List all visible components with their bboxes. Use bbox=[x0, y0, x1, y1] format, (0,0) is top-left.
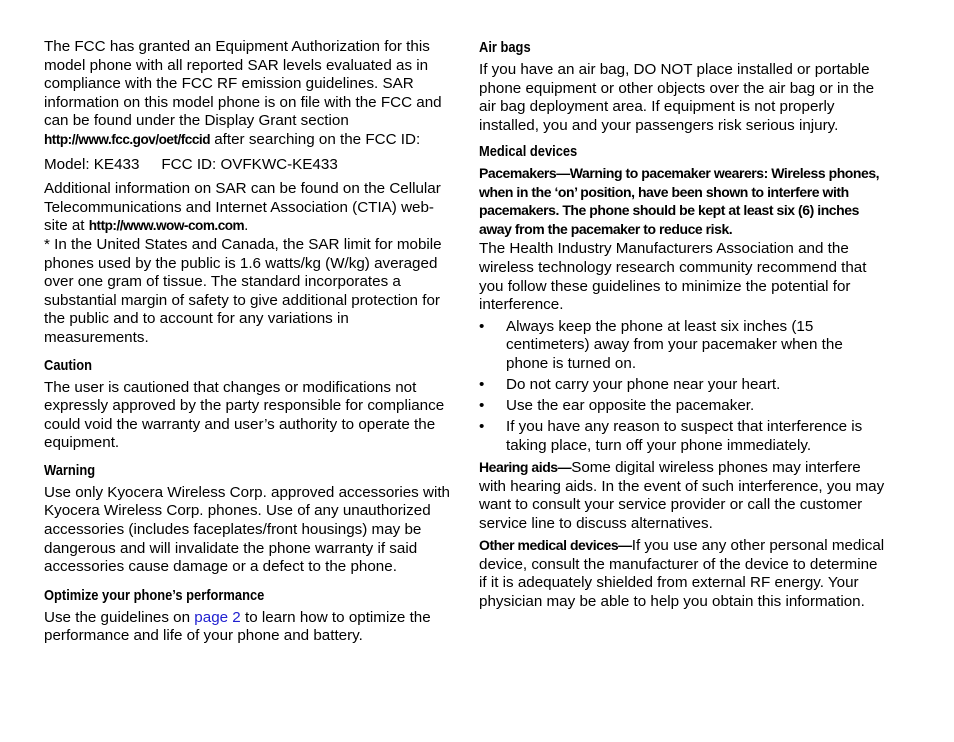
ctia-url: http://www.wow-com.com bbox=[88, 218, 245, 234]
hearing-aids-paragraph: Hearing aids—Some digital wireless phones may interfere with hearing aids. In the event of such interference, you may want to consult your service provider or call the customer service line to discuss alternatives. bbox=[479, 458, 885, 532]
right-column bbox=[479, 38, 889, 612]
hima-paragraph: The Health Industry Manufacturers Association and the wireless technology research community recommend that you follow these guidelines to minimize the potential for interference. bbox=[479, 240, 867, 314]
bullet-glyph: • bbox=[479, 418, 485, 436]
pacemaker-guidelines-list bbox=[479, 318, 889, 456]
warning-paragraph: Use only Kyocera Wireless Corp. approved accessories with Kyocera Wireless Corp. phones. Use of any unauthorized accessories (includes faceplates/front housings) may be dangerous and will invalidate the phone warranty if said accessories cause damage or a defect to the phone. bbox=[44, 483, 451, 576]
model-label: Model: KE433 bbox=[44, 155, 140, 173]
bullet-glyph: • bbox=[479, 397, 485, 415]
caution-heading: Caution bbox=[44, 356, 93, 374]
hearing-aids-label: Hearing aids— bbox=[479, 458, 572, 475]
pacemakers-warning-paragraph: Pacemakers—Warning to pacemaker wearers: Wireless phones, when in the ‘on’ position, have been shown to interfere with pacemakers. The phone should be kept at least six (6) inches away from the pacemaker to reduce risk. bbox=[479, 165, 880, 237]
left-column bbox=[44, 38, 454, 646]
model-line bbox=[44, 156, 454, 175]
list-item: • Always keep the phone at least six inches (15 centimeters) away from your pacemaker when the phone is turned on. bbox=[479, 317, 843, 372]
bullet-glyph: • bbox=[479, 317, 485, 335]
list-item: • Use the ear opposite the pacemaker. bbox=[479, 397, 755, 415]
page-2-link[interactable]: page 2 bbox=[194, 608, 241, 626]
fcc-id-label: FCC ID: OVFKWC-KE433 bbox=[161, 155, 338, 173]
bullet-glyph: • bbox=[479, 376, 485, 394]
warning-heading: Warning bbox=[44, 461, 96, 479]
other-medical-devices-paragraph: Other medical devices—If you use any other personal medical device, consult the manufacturer of the device to determine if it is adequately shielded from external RF energy. Your physician may be able to help you obtain this information. bbox=[479, 537, 885, 611]
ctia-paragraph: Additional information on SAR can be found on the Cellular Telecommunications and Internet Association (CTIA) web-site at http://www.wow-com.com. bbox=[44, 180, 441, 235]
other-medical-devices-label: Other medical devices— bbox=[479, 537, 632, 554]
caution-paragraph: The user is cautioned that changes or modifications not expressly approved by the party responsible for compliance could void the warranty and user’s authority to operate the equipment. bbox=[44, 378, 445, 452]
airbags-paragraph: If you have an air bag, DO NOT place installed or portable phone equipment or other objects over the air bag or in the air bag deployment area. If equipment is not properly installed, you and your passengers risk serious injury. bbox=[479, 61, 875, 134]
list-item: • Do not carry your phone near your heart. bbox=[479, 376, 781, 394]
fcc-authorization-paragraph: The FCC has granted an Equipment Authorization for this model phone with all reported SAR levels evaluated as in compliance with the FCC RF emission guidelines. SAR information on this model phone is on file with the FCC and can be found under the Display Grant section http://www.fcc.gov/oet/fccid after searching on the FCC ID: bbox=[44, 38, 442, 148]
fcc-url: http://www.fcc.gov/oet/fccid bbox=[44, 131, 210, 147]
airbags-heading: Air bags bbox=[479, 39, 531, 56]
sar-limit-paragraph: * In the United States and Canada, the SAR limit for mobile phones used by the public is 1.6 watts/kg (W/kg) averaged over one gram of tissue. The standard incorporates a substantial margin of safety to give additional protection for the public and to account for any variations in measurements. bbox=[44, 235, 442, 346]
optimize-heading: Optimize your phone’s performance bbox=[44, 586, 265, 604]
list-item: • If you have any reason to suspect that interference is taking place, turn off your phone immediately. bbox=[479, 418, 863, 454]
optimize-paragraph: Use the guidelines on page 2 to learn how to optimize the performance and life of your phone and battery. bbox=[44, 608, 431, 645]
medical-devices-heading: Medical devices bbox=[479, 143, 578, 161]
